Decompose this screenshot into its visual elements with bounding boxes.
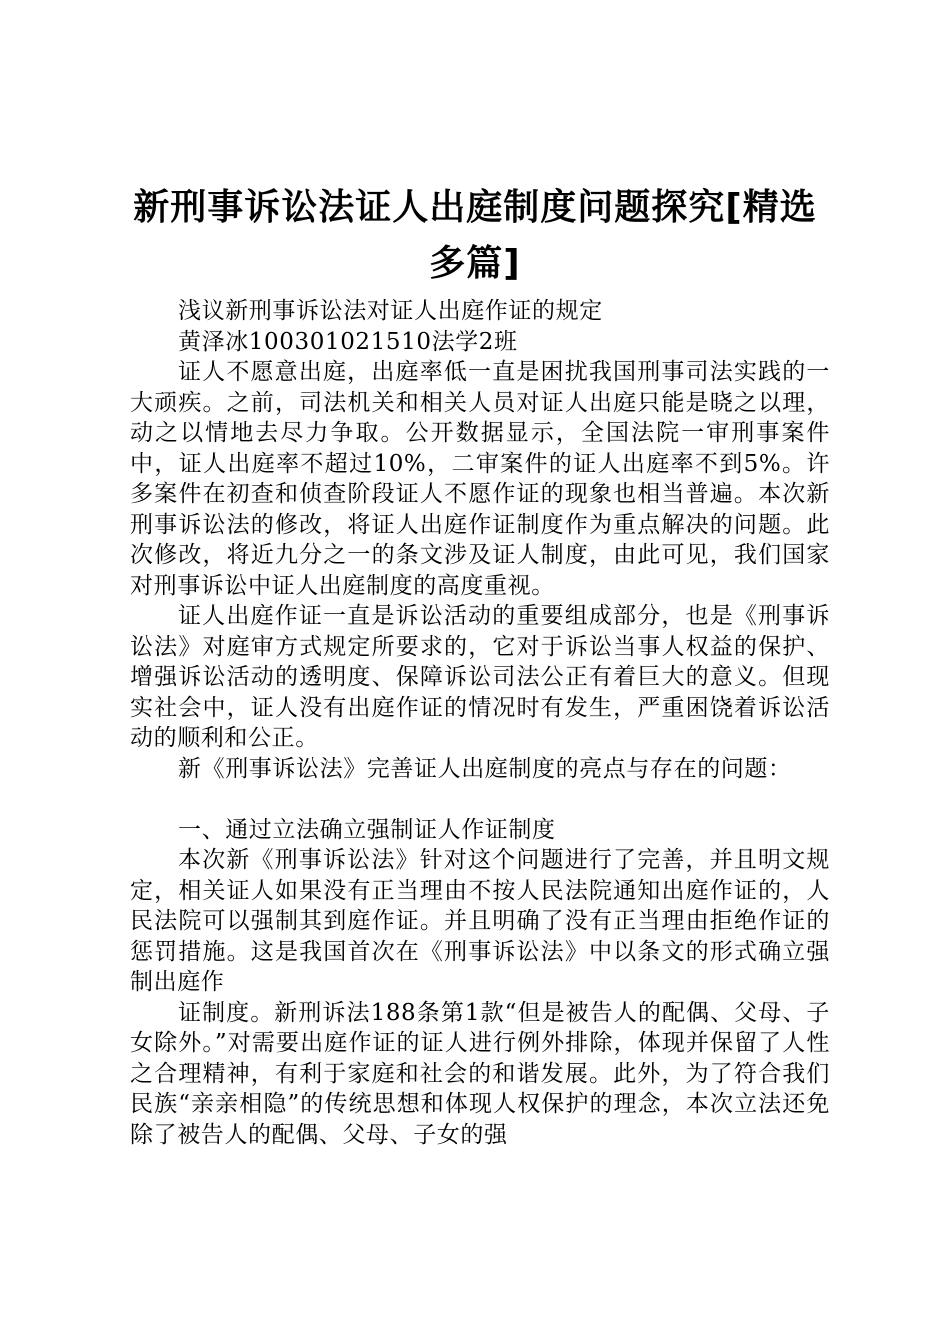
document-title: 新刑事诉讼法证人出庭制度问题探究[精选多篇] <box>133 187 817 284</box>
paragraph: 本次新《刑事诉讼法》针对这个问题进行了完善，并且明文规定，相关证人如果没有正当理由不按人民法院通知出庭作证的，人民法院可以强制其到庭作证。并且明确了没有正当理由拒绝作证的惩罚措施。这是我国首次在《刑事诉讼法》中以条文的形式确立强制出庭作 <box>130 847 830 995</box>
paragraph: 证人不愿意出庭，出庭率低一直是困扰我国刑事司法实践的一大顽疾。之前，司法机关和相关人员对证人出庭只能是晓之以理，动之以情地去尽力争取。公开数据显示，全国法院一审刑事案件中，证人出庭率不超过10%，二审案件的证人出庭率不到5%。许多案件在初查和侦查阶段证人不愿作证的现象也相当普遍。本次新刑事诉讼法的修改，将证人出庭作证制度作为重点解决的问题。此次修改，将近九分之一的条文涉及证人制度，由此可见，我们国家对刑事诉讼中证人出庭制度的高度重视。 <box>130 359 830 599</box>
blank-line <box>130 784 830 815</box>
section-heading: 一、通过立法确立强制证人作证制度 <box>178 816 556 843</box>
paragraph: 证人出庭作证一直是诉讼活动的重要组成部分，也是《刑事诉讼法》对庭审方式规定所要求的，它对于诉讼当事人权益的保护、增强诉讼活动的透明度、保障诉讼司法公正有着巨大的意义。但现实社会中，证人没有出庭作证的情况时有发生，严重困饶着诉讼活动的顺利和公正。 <box>130 603 830 751</box>
paragraph: 证制度。新刑诉法188条第1款“但是被告人的配偶、父母、子女除外。”对需要出庭作证的证人进行例外排除，体现并保留了人性之合理精神，有利于家庭和社会的和谐发展。此外，为了符合我们民族“亲亲相隐”的传统思想和体现人权保护的理念，本次立法还免除了被告人的配偶、父母、子女的强 <box>130 999 830 1148</box>
document-body <box>130 296 830 1150</box>
paragraph: 新《刑事诉讼法》完善证人出庭制度的亮点与存在的问题： <box>178 755 792 782</box>
author-line: 黄泽冰100301021510法学2班 <box>178 328 518 355</box>
article-heading: 浅议新刑事诉讼法对证人出庭作证的规定 <box>178 298 603 324</box>
